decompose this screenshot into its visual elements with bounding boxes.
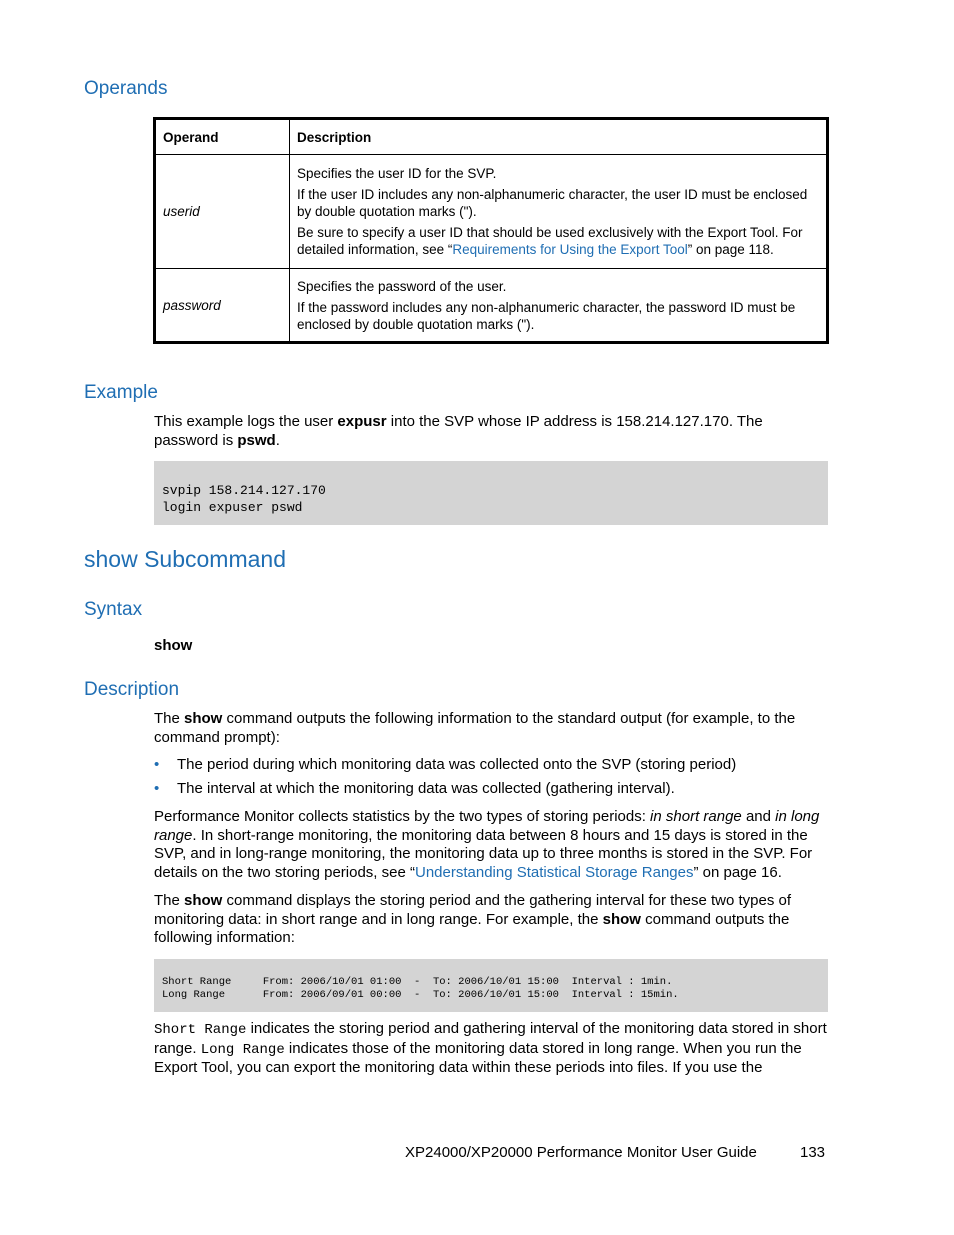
bullet-list: [154, 756, 830, 803]
description-cell: [290, 155, 828, 269]
cross-reference-link[interactable]: Understanding Statistical Storage Ranges: [414, 863, 694, 881]
example-heading: Example: [84, 382, 158, 403]
description-text: If the password includes any non-alphanumeric character, the password ID must be enclosed by double quotation marks (").: [297, 299, 796, 332]
show-output-code-block: [154, 959, 828, 1012]
list-item: • The interval at which the monitoring data was collected (gathering interval).: [154, 779, 675, 797]
operand-cell: userid: [155, 155, 290, 269]
list-item: • The period during which monitoring data was collected onto the SVP (storing period): [154, 756, 737, 773]
description-column-header: Description: [290, 119, 828, 155]
range-explanation-paragraph: Short Range indicates the storing period and gathering interval of the monitoring data stored in short range. Long Range indicates those of the monitoring data stored in long range. When you run the Export Tool, you can export the monitoring data within these periods into files. If you use the: [154, 1020, 827, 1076]
code-text: svpip 158.214.127.170 login expuser pswd: [162, 483, 326, 515]
description-cell: [290, 269, 828, 343]
operands-table: [153, 117, 829, 344]
operands-heading: Operands: [84, 78, 168, 99]
description-text: Specifies the password of the user.: [297, 278, 507, 294]
storing-periods-paragraph: Performance Monitor collects statistics by the two types of storing periods: in short range and in long range. In short-range monitoring, the monitoring data between 8 hours and 15 days is stored in the SVP, and in long-range monitoring, the monitoring data up to three months is stored in the SVP. For details on the two storing periods, see “Understanding Statistical Storage Ranges” on page 16.: [154, 808, 820, 881]
description-text: Specifies the user ID for the SVP.: [297, 166, 497, 181]
bullet-icon: •: [154, 779, 160, 797]
description-paragraph: The show command outputs the following information to the standard output (for example, to the command prompt):: [154, 710, 796, 746]
footer-title: XP24000/XP20000 Performance Monitor User Guide: [405, 1144, 757, 1161]
page-number: 133: [800, 1144, 826, 1161]
show-output-paragraph: The show command displays the storing period and the gathering interval for these two types of monitoring data: in short range and in long range. For example, the show command outputs the following information:: [154, 892, 792, 946]
section-title: show Subcommand: [84, 546, 286, 572]
syntax-heading: Syntax: [84, 599, 143, 620]
example-code-block: [154, 461, 828, 525]
bullet-icon: •: [154, 756, 160, 773]
code-text: Short Range From: 2006/10/01 01:00 - To: 2006/10/01 15:00 Interval : 1min. Long Range From: 2006/09/01 00:00 - To: 2006/10/01 15:00 Interval : 15min.: [162, 976, 679, 1001]
table-row: [155, 269, 828, 343]
description-text: If the user ID includes any non-alphanumeric character, the user ID must be enclosed by double quotation marks (").: [297, 187, 808, 219]
description-text: Be sure to specify a user ID that should be used exclusively with the Export Tool. For detailed information, see “Requirements for Using the Export Tool” on page 118.: [297, 225, 803, 257]
cross-reference-link[interactable]: Requirements for Using the Export Tool: [452, 242, 688, 257]
syntax-command: show: [154, 637, 193, 654]
operand-column-header: Operand: [155, 119, 290, 155]
table-header-row: [155, 119, 828, 155]
example-paragraph: This example logs the user expusr into the SVP whose IP address is 158.214.127.170. The password is pswd.: [154, 413, 763, 449]
operand-cell: password: [155, 269, 290, 343]
description-heading: Description: [84, 679, 180, 700]
table-row: [155, 155, 828, 269]
